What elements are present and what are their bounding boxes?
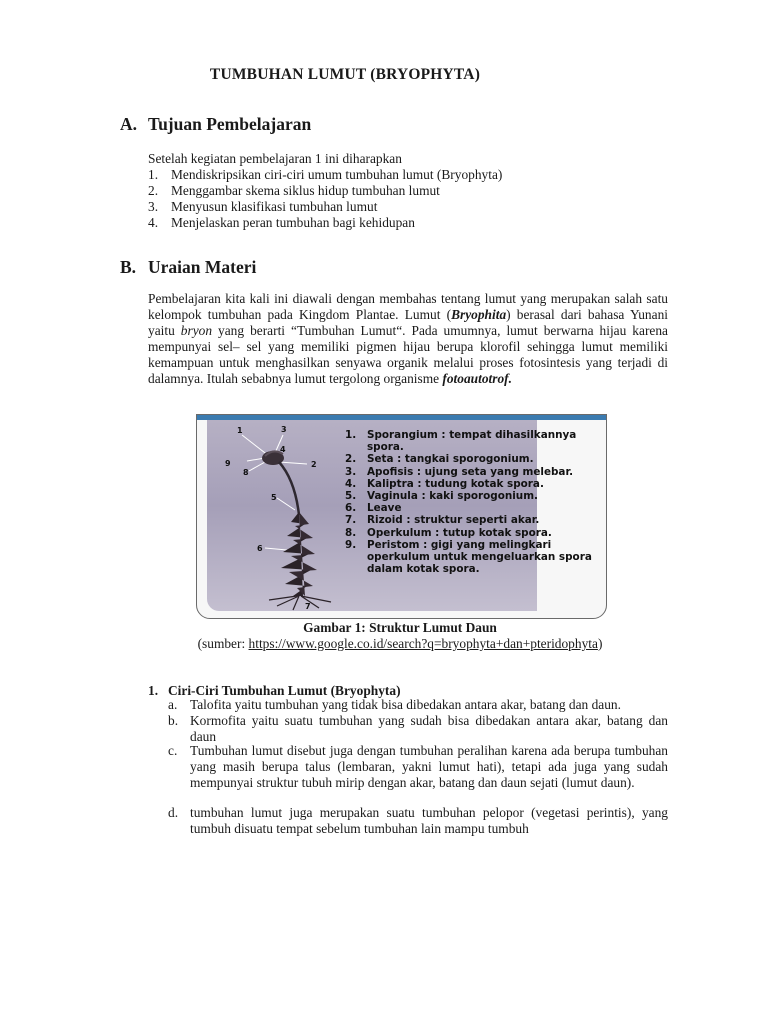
section-b-heading <box>120 257 256 278</box>
para-term-bryophita: Bryophita <box>451 307 507 322</box>
list-item <box>168 805 668 837</box>
section-b-number: B. <box>120 257 137 277</box>
legend-item <box>345 478 595 490</box>
legend-number: 5. <box>345 490 357 503</box>
legend-item <box>345 514 595 526</box>
legend-text: Apofisis : ujung seta yang melebar. <box>367 465 574 478</box>
list-item-text: Tumbuhan lumut disebut juga dengan tumbuhan peralihan karena ada berupa tumbuhan yang masih berupa talus (lembaran, yakni lumut hati), tetapi ada juga yang sudah mempunyai struktur tubuh mirip dengan akar, batang dan daun sejati (lumut daun). <box>190 743 668 790</box>
list-item-text: Kormofita yaitu suatu tumbuhan yang sudah bisa dibedakan antara akar, batang dan daun <box>190 713 668 744</box>
figure-label-9: 9 <box>225 459 231 468</box>
legend-number: 4. <box>345 477 357 490</box>
legend-item <box>345 490 595 502</box>
list-item-number: 2. <box>148 183 159 198</box>
list-item-text: Menyusun klasifikasi tumbuhan lumut <box>171 199 378 214</box>
para-text: Pembelajaran kita kali ini diawali dengan membahas tentang lumut yang merupakan salah satu kelompok tumbuhan pada Kingdom Plantae. Lumut ( <box>148 291 668 322</box>
legend-item <box>345 429 595 453</box>
list-item-letter: d. <box>168 805 179 820</box>
list-item <box>168 713 668 745</box>
legend-text: Sporangium : tempat dihasilkannya spora. <box>367 429 577 454</box>
legend-text: Rizoid : struktur seperti akar. <box>367 514 540 527</box>
figure-source <box>0 636 768 652</box>
legend-text: Operkulum : tutup kotak spora. <box>367 526 552 539</box>
list-item-text: Menjelaskan peran tumbuhan bagi kehidupan <box>171 215 415 230</box>
legend-item <box>345 466 595 478</box>
figure-label-3: 3 <box>281 425 287 434</box>
legend-number: 1. <box>345 429 357 441</box>
para-term-bryon: bryon <box>180 323 213 338</box>
list-item-letter: c. <box>168 743 178 758</box>
list-item-text: Talofita yaitu tumbuhan yang tidak bisa dibedakan antara akar, batang dan daun. <box>190 697 621 712</box>
list-item <box>168 697 668 713</box>
legend-text: Seta : tangkai sporogonium. <box>367 453 534 466</box>
list-item-text: Menggambar skema siklus hidup tumbuhan lumut <box>171 183 440 198</box>
legend-item <box>345 539 595 576</box>
legend-item <box>345 502 595 514</box>
legend-text: Peristom : gigi yang melingkari operkulum untuk mengeluarkan spora dalam kotak spora. <box>367 538 592 576</box>
legend-number: 7. <box>345 514 357 527</box>
para-text: yang berarti “Tumbuhan Lumut“. Pada umumnya, lumut berwarna hijau karena mempunyai sel– sel yang memiliki pigmen hijau berupa klorofil sehingga lumut memiliki kemampuan untuk menghasilkan senyawa organik melalui proses fotosintesis yang terjadi di dalamnya. Itulah sebabnya lumut tergolong organisme <box>148 323 668 386</box>
source-link[interactable]: https://www.google.co.id/search?q=bryophyta+dan+pteridophyta <box>248 636 598 651</box>
figure-label-5: 5 <box>271 493 277 502</box>
section-1-title: Ciri-Ciri Tumbuhan Lumut (Bryophyta) <box>168 683 401 698</box>
list-item-letter: b. <box>168 713 179 728</box>
figure-legend <box>345 429 595 575</box>
page-title: TUMBUHAN LUMUT (BRYOPHYTA) <box>209 66 481 83</box>
para-term-fotoautotrof: fotoautotrof. <box>442 371 512 386</box>
legend-number: 8. <box>345 526 357 539</box>
section-1-number: 1. <box>148 683 159 698</box>
list-item-number: 4. <box>148 215 159 230</box>
legend-item <box>345 527 595 539</box>
list-item-text: tumbuhan lumut juga merupakan suatu tumbuhan pelopor (vegetasi perintis), yang tumbuh disuatu tempat sebelum tumbuhan lain mampu tumbuh <box>190 805 668 836</box>
section-b-title: Uraian Materi <box>148 257 257 277</box>
figure-label-2: 2 <box>311 460 317 469</box>
list-item-letter: a. <box>168 697 178 712</box>
list-item <box>168 743 668 807</box>
section-a-heading <box>120 114 311 135</box>
legend-item <box>345 453 595 465</box>
figure-label-6: 6 <box>257 544 263 553</box>
moss-structure-figure <box>196 414 607 619</box>
para-text: ) berasal dari bahasa Yunani yaitu <box>148 307 668 338</box>
section-b-paragraph <box>148 291 668 387</box>
figure-label-8: 8 <box>243 468 249 477</box>
legend-number: 2. <box>345 453 357 466</box>
list-item-text: Mendiskripsikan ciri-ciri umum tumbuhan lumut (Bryophyta) <box>171 167 503 182</box>
legend-text: Leave <box>367 502 402 515</box>
legend-number: 6. <box>345 502 357 515</box>
section-a-title: Tujuan Pembelajaran <box>148 114 312 134</box>
legend-number: 9. <box>345 538 357 551</box>
source-suffix: ) <box>597 636 603 651</box>
legend-text: Kaliptra : tudung kotak spora. <box>367 477 544 490</box>
source-prefix: (sumber: <box>197 636 249 651</box>
figure-label-4: 4 <box>280 445 286 454</box>
figure-label-1: 1 <box>237 426 243 435</box>
legend-text: Vaginula : kaki sporogonium. <box>367 490 538 503</box>
list-item-number: 1. <box>148 167 159 182</box>
figure-caption: Gambar 1: Struktur Lumut Daun <box>303 620 497 635</box>
section-a-number: A. <box>120 114 138 134</box>
figure-label-7: 7 <box>305 602 311 611</box>
section-a-intro: Setelah kegiatan pembelajaran 1 ini diharapkan <box>148 151 402 166</box>
list-item-number: 3. <box>148 199 159 214</box>
legend-number: 3. <box>345 465 357 478</box>
